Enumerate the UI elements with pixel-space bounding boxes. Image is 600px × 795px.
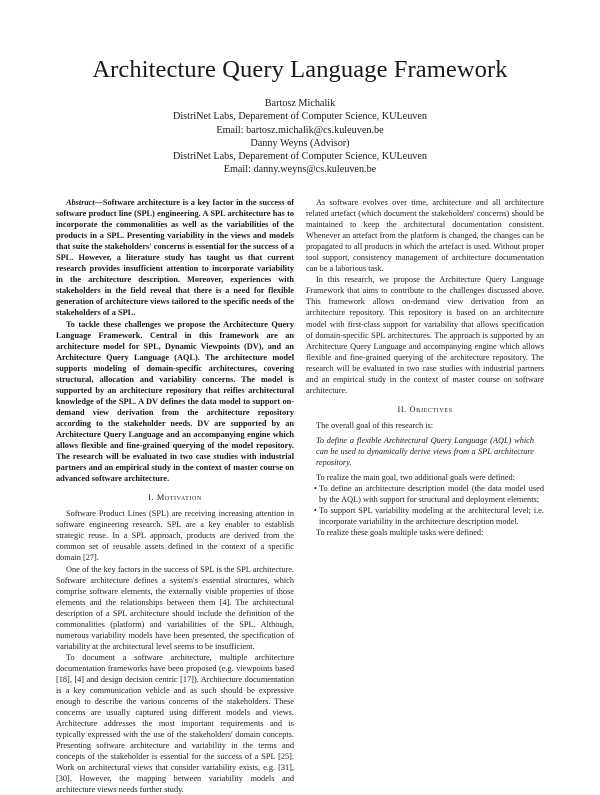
author-name: Bartosz Michalik [264, 98, 336, 109]
body-paragraph: The overall goal of this research is: [316, 420, 434, 430]
author-name: Danny Weyns (Advisor) [250, 137, 350, 149]
author-affiliation: DistriNet Labs, Deparement of Computer Science, KULeuven [172, 111, 428, 123]
list-item: • To define an architecture description model (the data model used by the AQL) with support for structural and deployment elements; [319, 483, 544, 505]
goal-statement: To define a flexible Architectural Query Language (AQL) which can be used to dynamically derive views from a SPL architecture repository. [316, 435, 534, 468]
body-paragraph: One of the key factors in the success of SPL is the SPL architecture. Software architecture defines a system's essential structures, which comprise software elements, the externally visible properties of those elements and the relationships between them [4]. The architectural description of a SPL architecture should include the definition of the commonalities (platform) and variabilities of the SPL. Although, numerous variability models have been presented, the specification of variability at the architectural level seems to be insufficient. [56, 564, 294, 651]
list-item: • To support SPL variability modeling at the architectural level; i.e. incorporate variability in the architecture description model. [319, 505, 544, 527]
abstract-paragraph [56, 197, 294, 319]
body-paragraph: As software evolves over time, architecture and all architecture related artefact (which document the stakeholders' concerns) should be maintained to keep the architectural documentation consistent. Whenever an artefact from the platform is changed, the changes can be propagated to all products in which the artefact is used. Without proper tool support, consistency management of architecture documentation can be a laborious task. [306, 198, 544, 274]
abstract-label: Abstract— [66, 198, 103, 207]
author-block [0, 97, 600, 177]
author-email: Email: danny.weyns@cs.kuleuven.be [223, 164, 377, 176]
author-affiliation: DistriNet Labs, Deparement of Computer Science, KULeuven [172, 151, 428, 163]
author-email: Email: bartosz.michalik@cs.kuleuven.be [216, 124, 384, 136]
body-paragraph: To realize the main goal, two additional goals were defined: [316, 473, 515, 483]
body-paragraph: Software Product Lines (SPL) are receiving increasing attention in software engineering research. SPL are a key enabler to establish strategic reuse. In a SPL approach, products are derived from the common set of reusable assets defined in the context of a specific domain [27]. [56, 509, 294, 563]
abstract-text: Software architecture is a key factor in the success of software product line (SPL) engineering. A SPL architecture has to incorporate the commonalities as well as the variabilities of the products in a SPL. Presenting variability in the views and models that suite the stakeholders' concerns is essential for the success of a SPL. However, a literature study has taught us that current research provides insufficient attention to incorporate variability in the architecture description. Moreover, experiences with stakeholders in the field reveal that there is a need for flexible generation of architecture views tailored to the specific needs of the stakeholders of a SPL. [56, 198, 294, 318]
body-paragraph: In this research, we propose the Architecture Query Language Framework that aims to contribute to the challenges discussed above. This framework allows on-demand view derivation from an architecture repository. This repository is based on an architecture model with first-class support for variability that allows specification of domain-specific SPL architectures. The approach is supported by an Architecture Query Language and accompanying engine which allows flexible and fine-grained querying of the architecture repository. The research will be evaluated in two case studies with industrial partners and an empirical study in the context of master course on software architecture. [306, 275, 544, 395]
body-paragraph: To realize these goals multiple tasks were defined: [316, 528, 484, 538]
body-paragraph: To document a software architecture, multiple architecture documentation frameworks have been proposed (e.g. viewpoints based [18], [4] and design decision centric [17]). Architecture documentation is a key communication vehicle and as such should be expressive enough to describe the various concerns of the stakeholders. These concerns are usually captured using different models and views. Architecture addresses the most important requirements and is typically expressed with the use of the stakeholders' domain concepts. Presenting software architecture and variability in the terms and concepts of the stakeholder is essential for the success of a SPL [25]. Work on architectural views that consider variability exists, e.g. [31], [30]. However, the mapping between variability models and architecture views needs further study. [56, 652, 294, 795]
goal-list [306, 483, 544, 527]
section-heading: I. Motivation [148, 493, 202, 503]
left-column [56, 197, 294, 795]
right-column [306, 197, 544, 538]
abstract-paragraph: To tackle these challenges we propose the Architecture Query Language Framework. Central in this framework are an architecture model for SPL, Dynamic Viewpoints (DV), and an Architecture Query Language (AQL). The architecture model supports modeling of domain-specific architectures, covering structural, allocation and variability concerns. The model is supported by an architecture repository that reifies architectural knowledge of the SPL. A DV defines the data model to support on-demand view derivation from the architecture repository according to the stakeholder needs. DV are supported by an Architecture Query Language and an accompanying engine which allows flexible and fine-grained querying of the model repository. The research will be evaluated in two case studies with industrial partners and an empirical study in the context of master course on advanced software architecture. [56, 319, 294, 484]
section-heading: II. Objectives [397, 404, 453, 414]
paper-title: Architecture Query Language Framework [92, 56, 508, 83]
